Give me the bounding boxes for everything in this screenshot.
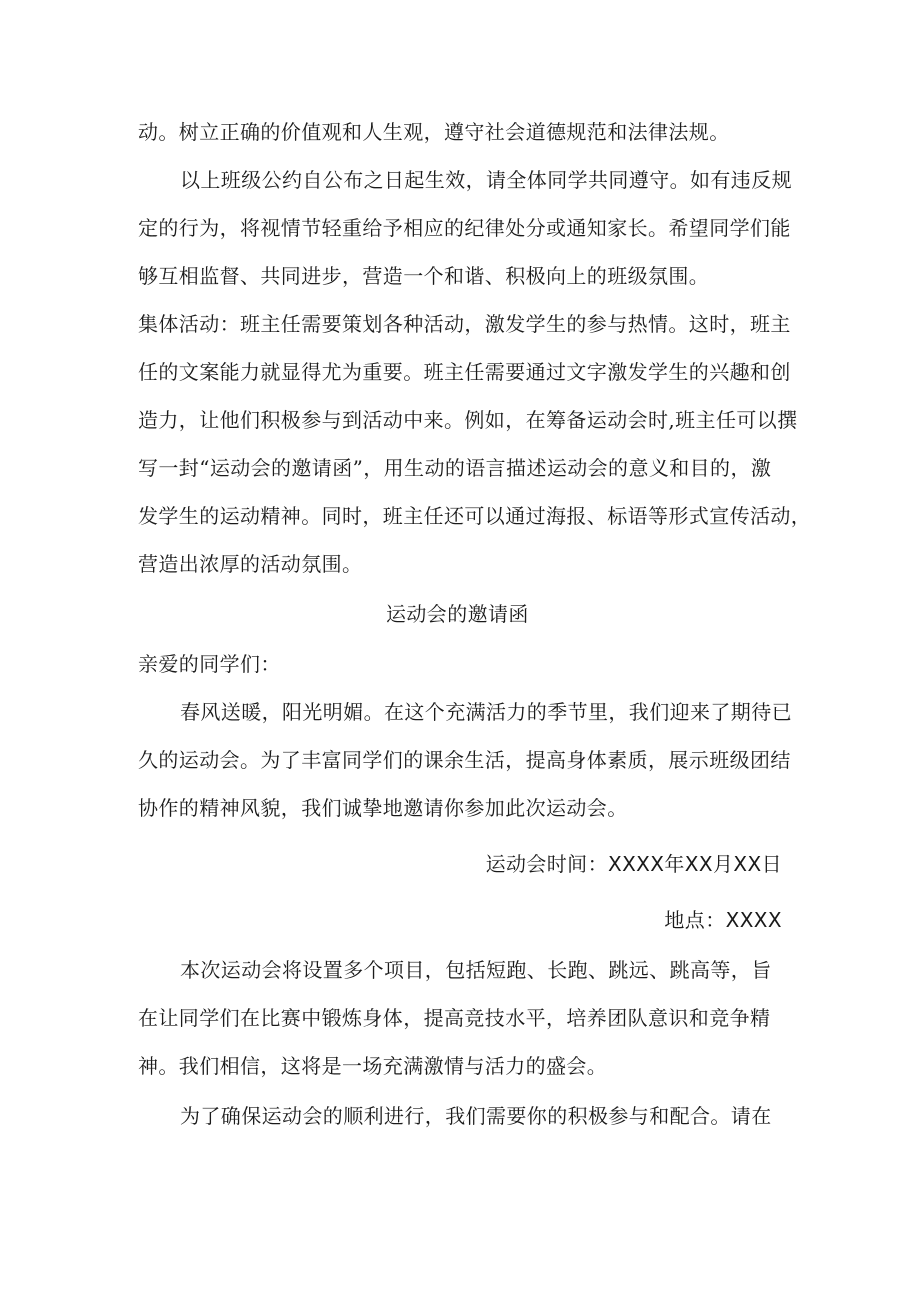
paragraph-line: 为了确保运动会的顺利进行，我们需要你的积极参与和配合。请在 <box>180 1104 772 1128</box>
paragraph-line: 春风送暖，阳光明媚。在这个充满活力的季节里，我们迎来了期待已 <box>180 700 792 724</box>
paragraph-line: 任的文案能力就显得尤为重要。班主任需要通过文字激发学生的兴趣和创 <box>138 360 791 384</box>
paragraph-line: 定的行为，将视情节轻重给予相应的纪律处分或通知家长。希望同学们能 <box>138 216 791 240</box>
paragraph-line: 本次运动会将设置多个项目，包括短跑、长跑、跳远、跳高等，旨 <box>180 958 772 982</box>
paragraph-line: 营造出浓厚的活动氛围。 <box>138 552 363 576</box>
paragraph-line: 够互相监督、共同进步，营造一个和谐、积极向上的班级氛围。 <box>138 264 710 288</box>
paragraph-line: 集体活动：班主任需要策划各种活动，激发学生的参与热情。这时，班主 <box>138 312 791 336</box>
paragraph-line: 久的运动会。为了丰富同学们的课余生活，提高身体素质，展示班级团结 <box>138 748 791 772</box>
paragraph-line: 以上班级公约自公布之日起生效，请全体同学共同遵守。如有违反规 <box>180 168 792 192</box>
paragraph-line: 造力，让他们积极参与到活动中来。例如，在筹备运动会时,班主任可以撰 <box>138 408 798 432</box>
paragraph-line: 动。树立正确的价值观和人生观，遵守社会道德规范和法律法规。 <box>138 120 730 144</box>
event-time: 运动会时间：XXXX年XX月XX日 <box>485 852 782 876</box>
letter-title: 运动会的邀请函 <box>386 602 529 626</box>
paragraph-line: 神。我们相信，这将是一场充满激情与活力的盛会。 <box>138 1054 608 1078</box>
paragraph-line: 协作的精神风貌，我们诚挚地邀请你参加此次运动会。 <box>138 796 628 820</box>
paragraph-line: 发学生的运动精神。同时，班主任还可以通过海报、标语等形式宣传活动， <box>138 504 812 528</box>
paragraph-line: 在让同学们在比赛中锻炼身体，提高竞技水平，培养团队意识和竞争精 <box>138 1006 771 1030</box>
event-location: 地点：XXXX <box>664 908 782 932</box>
letter-salutation: 亲爱的同学们： <box>138 652 281 676</box>
paragraph-line: 写一封“运动会的邀请函”，用生动的语言描述运动会的意义和目的，激 <box>138 456 772 480</box>
